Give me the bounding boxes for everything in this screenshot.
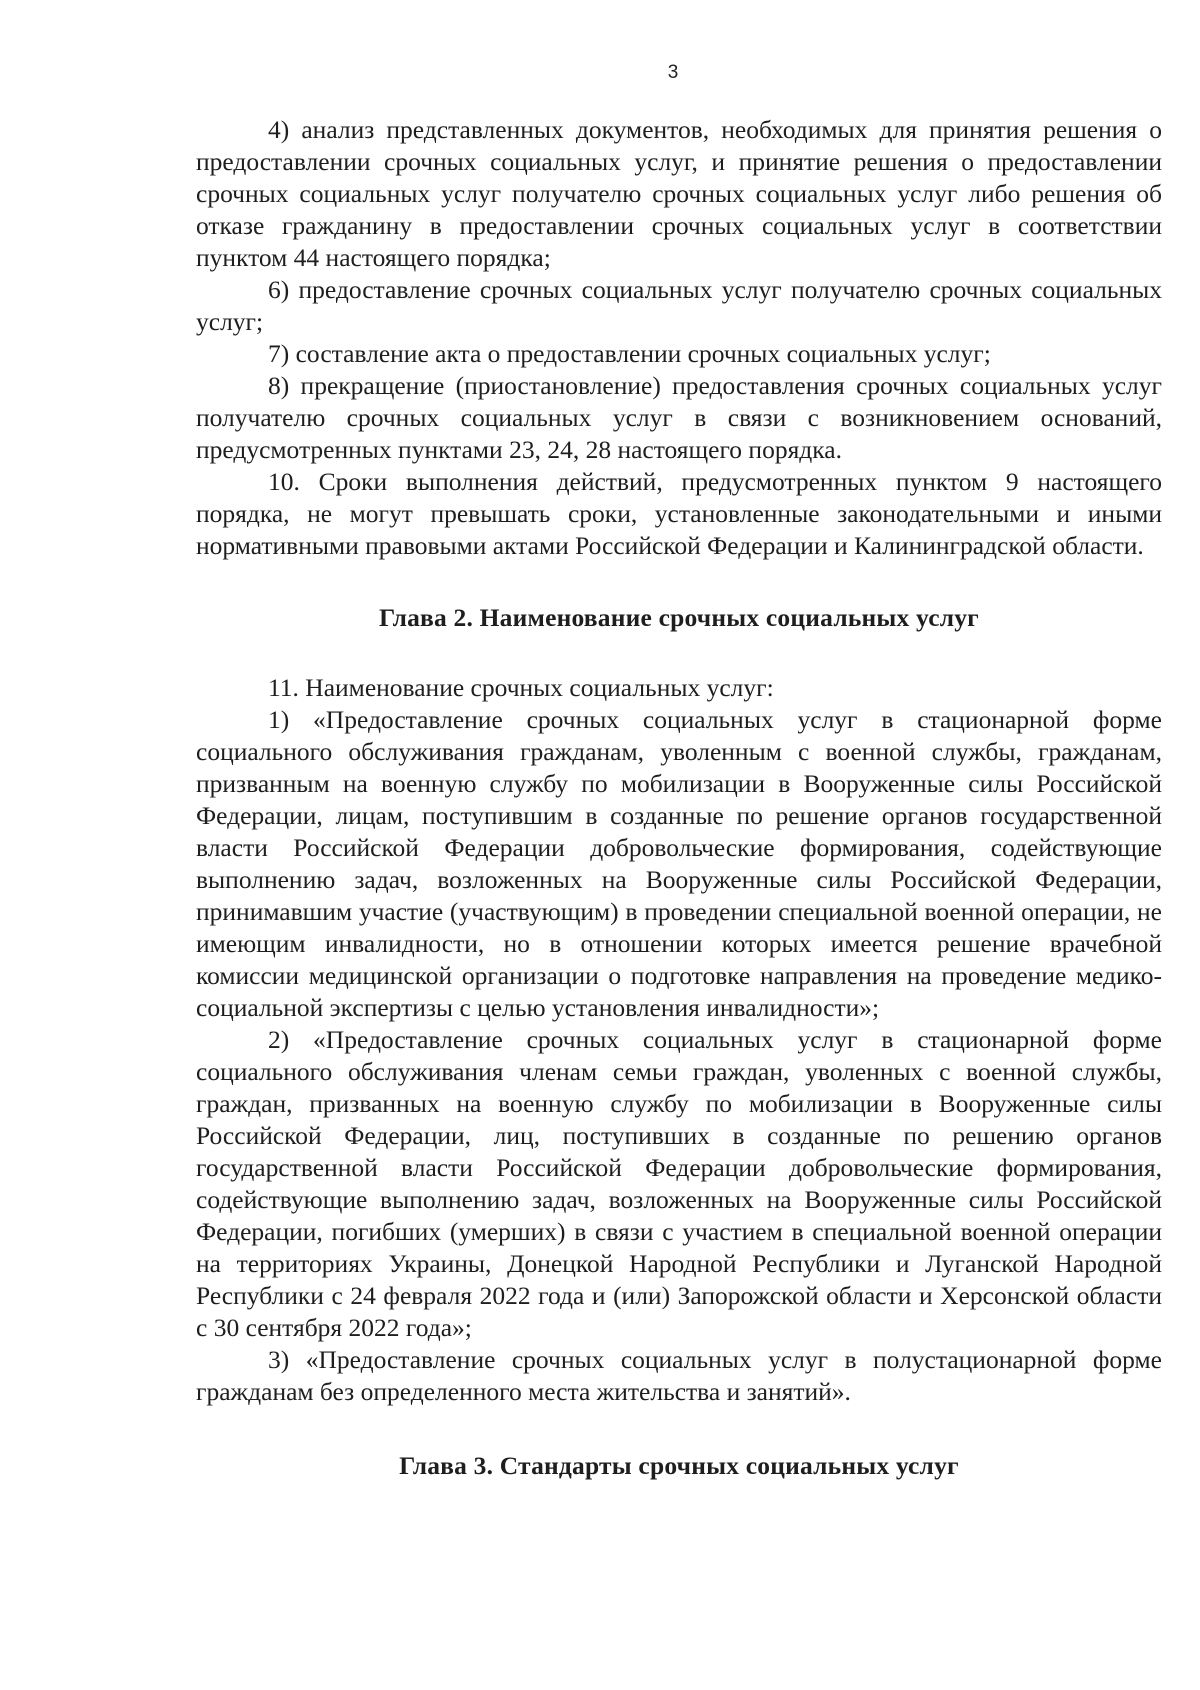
paragraph-item-8: 8) прекращение (приостановление) предоставления срочных социальных услуг получателю срочных социальных услуг в связи с возникновением оснований, предусмотренных пунктами 23, 24, 28 настоящего порядка. [196,371,1162,464]
page-number: 3 [667,62,679,83]
paragraph-clause-11: 11. Наименование срочных социальных услуг: [268,673,774,702]
paragraph-item-6: 6) предоставление срочных социальных услуг получателю срочных социальных услуг; [196,275,1162,336]
paragraph-item-4: 4) анализ представленных документов, необходимых для принятия решения о предоставлении срочных социальных услуг, и принятие решения о предоставлении срочных социальных услуг получателю срочных социальных услуг либо решения об отказе гражданину в предоставлении срочных социальных услуг в соответствии пунктом 44 настоящего порядка; [196,115,1162,272]
paragraph-item-7: 7) составление акта о предоставлении срочных социальных услуг; [268,339,991,368]
document-body [196,114,1162,1482]
chapter-3-heading: Глава 3. Стандарты срочных социальных услуг [399,1451,959,1480]
service-item-3: 3) «Предоставление срочных социальных услуг в полустационарной форме гражданам без определенного места жительства и занятий». [196,1345,1162,1406]
paragraph-clause-10: 10. Сроки выполнения действий, предусмотренных пунктом 9 настоящего порядка, не могут превышать сроки, установленные законодательными и иными нормативными правовыми актами Российской Федерации и Калининградской области. [196,467,1162,560]
chapter-2-heading: Глава 2. Наименование срочных социальных услуг [379,603,979,632]
service-item-2: 2) «Предоставление срочных социальных услуг в стационарной форме социального обслуживания членам семьи граждан, уволенных с военной службы, граждан, призванных на военную службу по мобилизации в Вооруженные силы Российской Федерации, лиц, поступивших в созданные по решению органов государственной власти Российской Федерации добровольческие формирования, содействующие выполнению задач, возложенных на Вооруженные силы Российской Федерации, погибших (умерших) в связи с участием в специальной военной операции на территориях Украины, Донецкой Народной Республики и Луганской Народной Республики с 24 февраля 2022 года и (или) Запорожской области и Херсонской области с 30 сентября 2022 года»; [196,1025,1162,1342]
service-item-1: 1) «Предоставление срочных социальных услуг в стационарной форме социального обслуживания гражданам, уволенным с военной службы, гражданам, призванным на военную службу по мобилизации в Вооруженные силы Российской Федерации, лицам, поступившим в созданные по решение органов государственной власти Российской Федерации добровольческие формирования, содействующие выполнению задач, возложенных на Вооруженные силы Российской Федерации, принимавшим участие (участвующим) в проведении специальной военной операции, не имеющим инвалидности, но в отношении которых имеется решение врачебной комиссии медицинской организации о подготовке направления на проведение медико-социальной экспертизы с целью установления инвалидности»; [196,705,1162,1022]
